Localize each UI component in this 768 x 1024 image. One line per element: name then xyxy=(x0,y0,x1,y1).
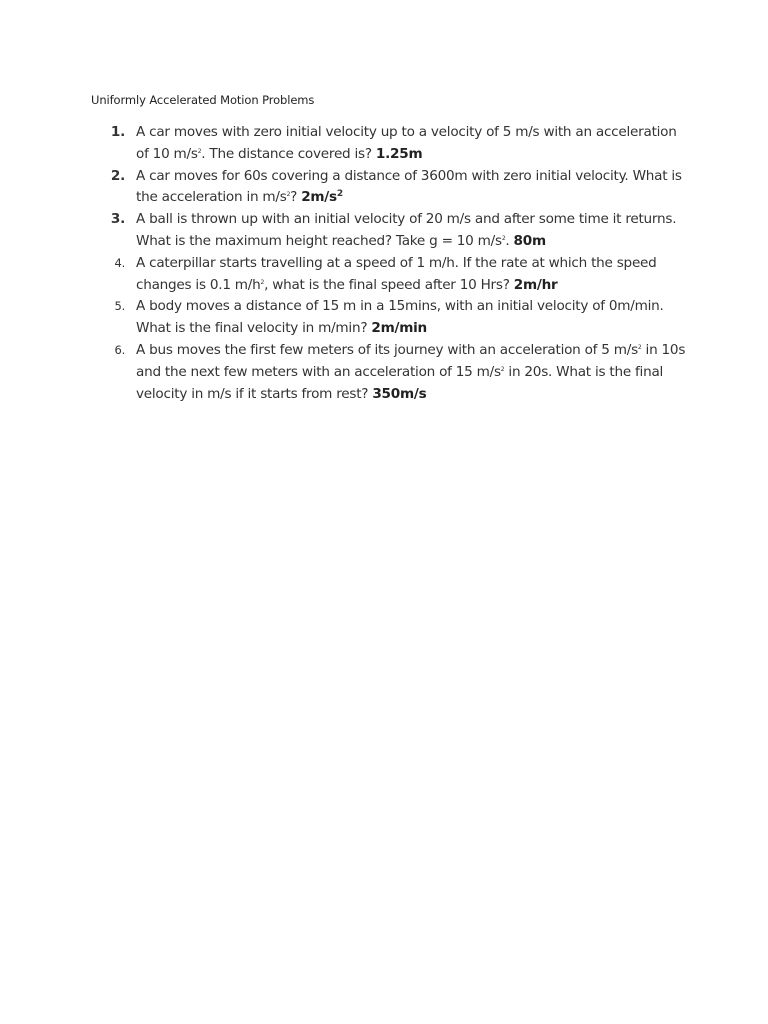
problem-6 xyxy=(90,340,690,405)
problem-1 xyxy=(90,122,690,166)
superscript: 2 xyxy=(286,191,291,199)
problem-5 xyxy=(90,296,690,340)
superscript: 2 xyxy=(637,343,642,351)
answer-superscript: 2 xyxy=(336,189,343,200)
superscript: 2 xyxy=(501,234,506,242)
problem-number: 4. xyxy=(114,255,125,270)
document-title: Uniformly Accelerated Motion Problems xyxy=(91,93,315,107)
problem-text: . The distance covered is? xyxy=(201,145,376,162)
superscript: 2 xyxy=(260,278,265,286)
problem-text: ? xyxy=(290,189,302,206)
problem-number: 1. xyxy=(110,124,125,140)
problem-text: A ball is thrown up with an initial velocity of 20 m/s and after some time it returns. What is the maximum height reached? Take g = 10 m/s xyxy=(136,211,677,249)
problem-text: in 20s. What is the final velocity in m/s if it starts from rest? xyxy=(136,363,664,402)
problem-number: 5. xyxy=(114,299,125,314)
problem-text: . xyxy=(505,232,514,249)
problem-text: in 10s and the next few meters with an acceleration of 15 m/s xyxy=(136,341,686,380)
problem-list xyxy=(90,122,690,405)
problem-2 xyxy=(90,166,690,210)
problem-answer: 2m/hr xyxy=(513,276,558,293)
problem-answer: 1.25m xyxy=(375,145,423,162)
problem-number: 3. xyxy=(110,211,125,228)
problem-text: A bus moves the first few meters of its journey with an acceleration of 5 m/s xyxy=(136,341,638,358)
problem-answer: 80m xyxy=(513,232,546,249)
problem-4 xyxy=(90,253,690,297)
problem-answer: 350m/s xyxy=(372,385,427,402)
problem-text: A body moves a distance of 15 m in a 15mins, with an initial velocity of 0m/min. What is the final velocity in m/min? xyxy=(136,298,664,337)
problem-number: 2. xyxy=(110,167,125,184)
problem-number: 6. xyxy=(114,342,125,357)
problem-answer: 2m/s xyxy=(301,189,337,206)
problem-text: A caterpillar starts travelling at a speed of 1 m/h. If the rate at which the speed changes is 0.1 m/h xyxy=(136,254,657,293)
problem-text: A car moves with zero initial velocity up to a velocity of 5 m/s with an acceleration of 10 m/s xyxy=(136,124,677,162)
problem-answer: 2m/min xyxy=(371,320,427,337)
problem-3 xyxy=(90,209,690,253)
superscript: 2 xyxy=(500,365,505,373)
problem-text: A car moves for 60s covering a distance of 3600m with zero initial velocity. What is the acceleration in m/s xyxy=(136,167,682,206)
superscript: 2 xyxy=(197,147,202,155)
problem-text: , what is the final speed after 10 Hrs? xyxy=(264,276,514,293)
